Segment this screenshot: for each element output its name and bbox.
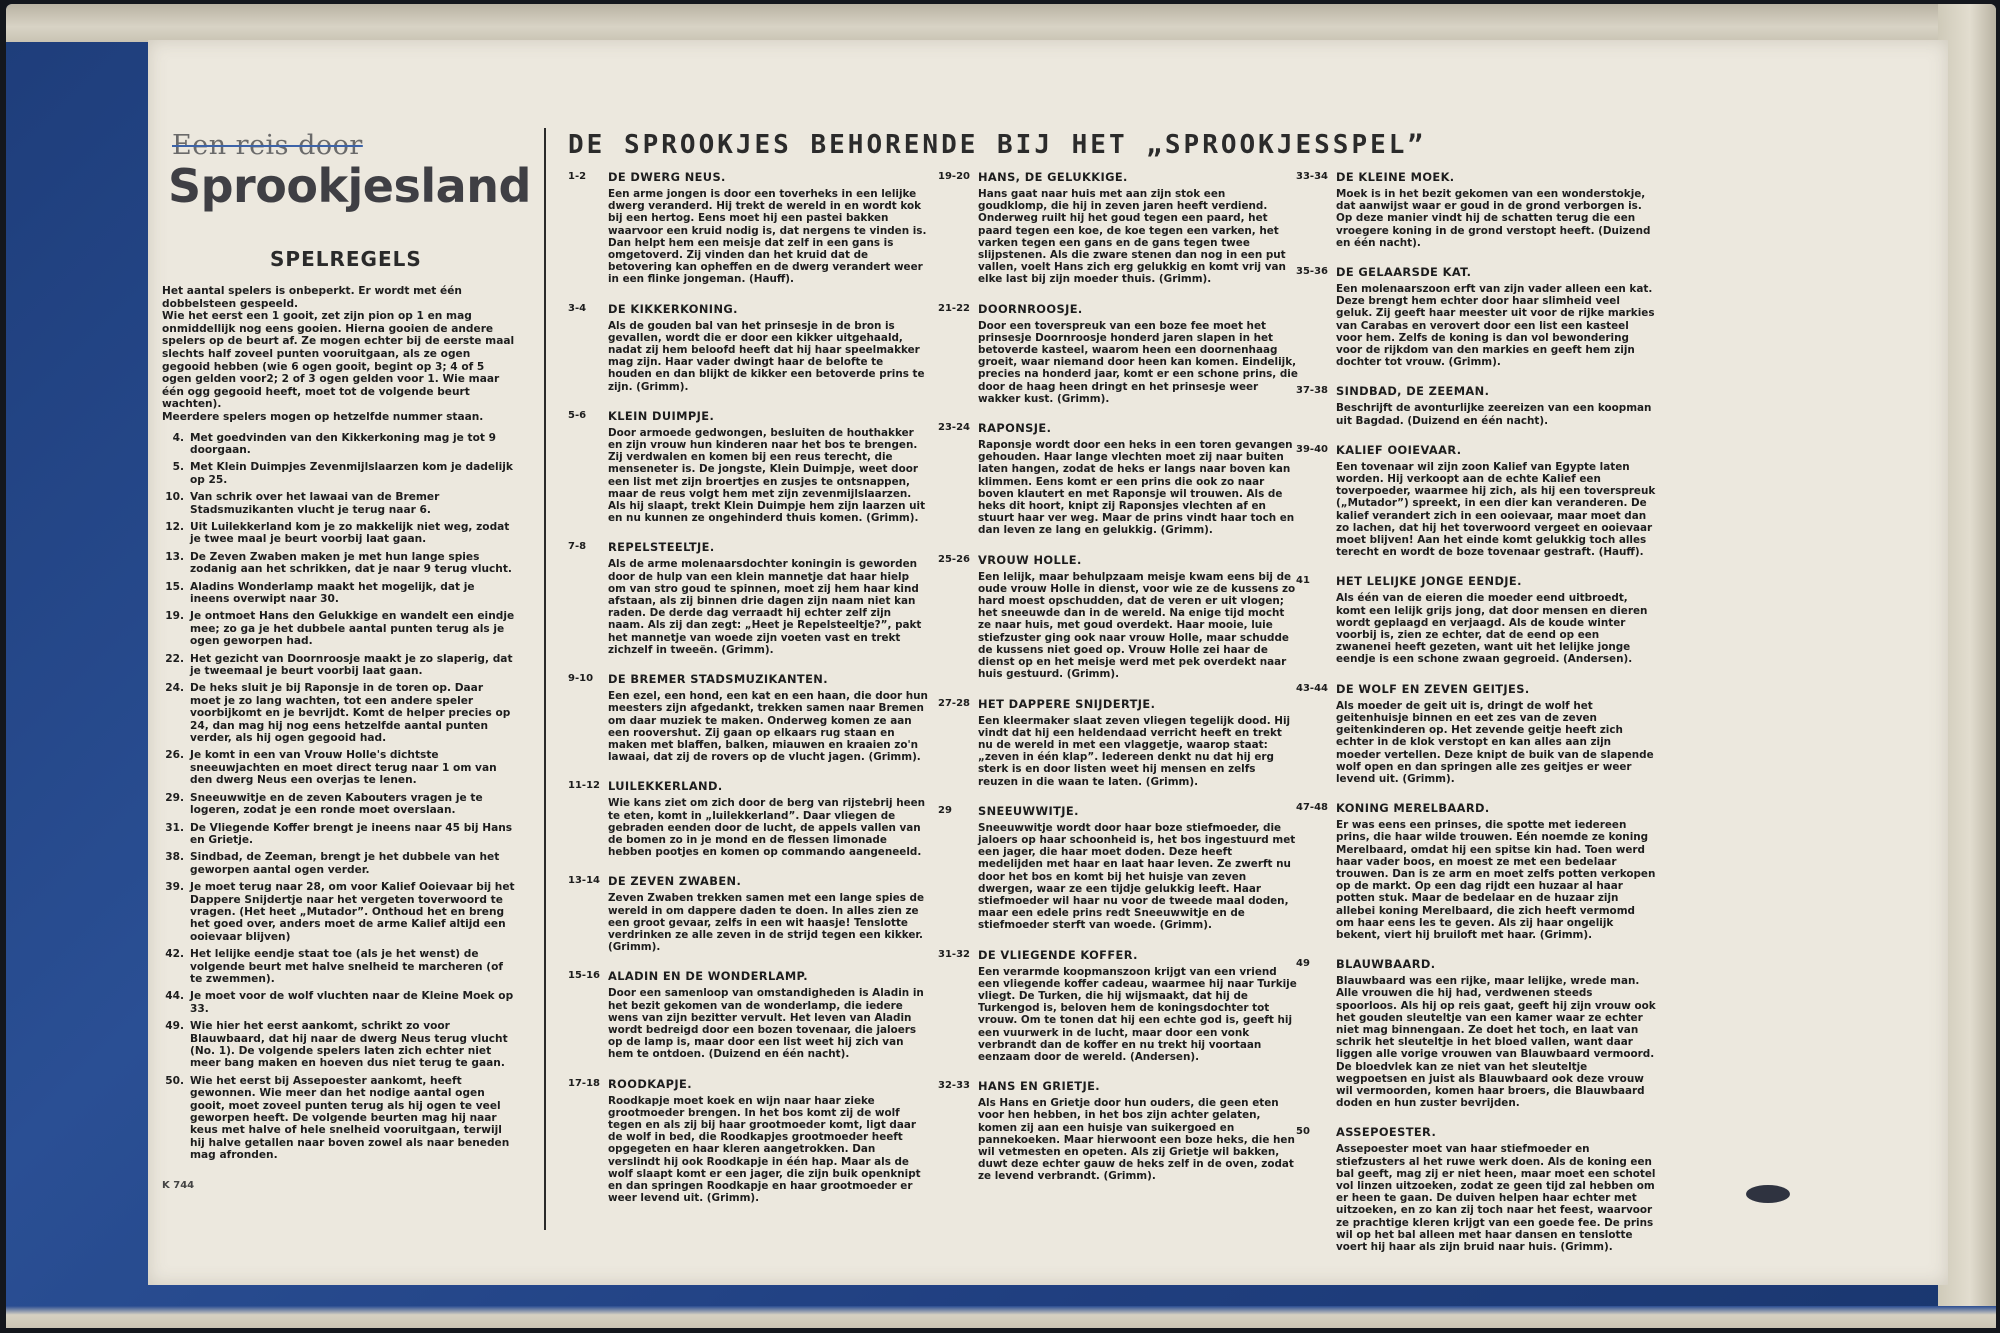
story-title: LUILEKKERLAND.: [608, 779, 723, 794]
story-text: Als moeder de geit uit is, dringt de wolf het geitenhuisje binnen en eet zes van de zeven geitenkinderen op. Het zevende geitje heeft zich echter in de klok verstopt en kan alles aan zijn moeder vertellen. Deze knipt de buik van de slapende wolf open en dan springen alle zes geitjes er weer levend uit. (Grimm).: [1336, 699, 1654, 785]
story-text: Als de arme molenaarsdochter koningin is geworden door de hulp van een klein mannetje dat haar hielp om van stro goud te spinnen, moet zij hem haar kind afstaan, als zij binnen drie dagen zijn naam niet kan raden. De derde dag verraadt hij echter zelf zijn naam. Als zij dan zegt: „Heet je Repelsteeltje?”, pakt het mannetje van woede zijn voeten vast en trekt zichzelf in tweeën. (Grimm).: [608, 558, 922, 656]
rule-text: Uit Luilekkerland kom je zo makkelijk niet weg, zodat je twee maal je beurt voorbij laat gaan.: [190, 520, 510, 546]
spelregels-heading: SPELREGELS: [270, 247, 422, 271]
story-number: 41: [1296, 575, 1310, 587]
rule-item: [162, 581, 517, 606]
story-body: [608, 1077, 928, 1205]
story-number: 49: [1296, 958, 1310, 970]
story-entry: [938, 302, 1298, 405]
story-number: 23-24: [938, 422, 970, 434]
column-divider: [544, 128, 546, 1230]
story-entry: [938, 553, 1298, 681]
story-title: DE VLIEGENDE KOFFER.: [978, 947, 1138, 962]
story-text: Door een toverspreuk van een boze fee moet het prinsesje Doornroosje honderd jaren slapen in het betoverde kasteel, waarom heen een doornenhaag groeit, waar niemand door heen kan komen. Eindelijk, precies na honderd jaar, komt er een schone prins, die door de haag heen dringt en het prinsesje weer wakker kust. (Grimm).: [978, 319, 1298, 405]
rule-item: [162, 491, 517, 516]
rule-number: 38.: [165, 851, 184, 864]
story-body: [1336, 957, 1656, 1109]
rule-text: Van schrik over het lawaai van de Bremer Stadsmuzikanten vlucht je terug naar 6.: [190, 491, 440, 516]
rule-number: 31.: [165, 821, 184, 834]
story-entry: [1296, 1125, 1656, 1253]
rule-item: [162, 749, 517, 786]
rule-number: 10.: [165, 491, 184, 504]
publisher-logo: [1746, 1185, 1790, 1203]
story-text: Een verarmde koopmanszoon krijgt van een vriend een vliegende koffer cadeau, waarmee hij naar Turkije vliegt. De Turken, die hij wijsmaakt, dat hij de Turkengod is, beloven hem de koningsdochter tot vrouw. Om te tonen dat hij een echte god is, geeft hij een vuurwerk in de lucht, maar door een vonk verbrandt dan de koffer en nu trekt hij voortaan eenzaam door de wereld. (Andersen).: [978, 965, 1297, 1063]
rule-item: [162, 521, 517, 546]
story-entry: [568, 1077, 928, 1205]
rule-text: Wie hier het eerst aankomt, schrikt zo voor Blauwbaard, dat hij naar de dwerg Neus terug vlucht (No. 1). De volgende spelers laten zich echter niet meer bang maken en hoeven dus niet terug te gaan.: [190, 1020, 508, 1070]
rule-number: 19.: [165, 610, 184, 623]
story-number: 21-22: [938, 302, 970, 314]
story-title: DE DWERG NEUS.: [608, 170, 726, 184]
rule-item: [162, 822, 517, 847]
story-title: KLEIN DUIMPJE.: [608, 408, 715, 423]
rule-number: 24.: [165, 682, 184, 695]
box-rim-top: [6, 4, 1996, 42]
story-number: 27-28: [938, 697, 970, 709]
rule-text: Sindbad, de Zeeman, brengt je het dubbele van het geworpen aantal ogen verder.: [190, 851, 500, 876]
story-text: Er was eens een prinses, die spotte met iedereen prins, die haar wilde trouwen. Eén noemde ze koning Merelbaard, omdat hij een spitse kin had. Toen werd haar vader boos, en moest ze met een bedelaar trouwen. Dan is ze arm en moet zelfs potten verkopen op de markt. Op een dag rijdt een huzaar al haar potten stuk. Maar de bedelaar en de huzaar zijn allebei koning Merelbaard, die zich heeft vermomd om haar eens les te geven. Als zij haar ongelijk bekent, viert hij bruiloft met haar. (Grimm).: [1336, 819, 1656, 941]
story-entry: [938, 170, 1298, 286]
story-entry: [568, 409, 928, 525]
story-text: Een ezel, een hond, een kat en een haan, die door hun meesters zijn afgedankt, trekken samen naar Bremen om daar muziek te maken. Onderweg komen ze aan een roovershut. Zij gaan op elkaars rug staan en maken met blaffen, balken, miauwen en kraaien zo'n lawaai, dat zij de rovers op de vlucht jagen. (Grimm).: [608, 690, 928, 764]
print-code: K 744: [162, 1180, 195, 1191]
story-number: 50: [1296, 1126, 1310, 1138]
story-text: Als één van de eieren die moeder eend uitbroedt, komt een lelijk grijs jong, dat door mensen en dieren wordt geplaagd en verjaagd. Als de koude winter voorbij is, zien ze echter, dat de eend op een zwanenei heeft gezeten, want uit het lelijke jonge eendje is een schone zwaan gegroeid. (Andersen).: [1336, 592, 1648, 666]
story-body: [1336, 1125, 1656, 1253]
intro-paragraph: Meerdere spelers mogen op hetzelfde nummer staan.: [162, 410, 484, 423]
story-number: 13-14: [568, 875, 600, 887]
story-body: [1336, 574, 1656, 665]
story-text: Roodkapje moet koek en wijn naar haar zieke grootmoeder brengen. In het bos komt zij de wolf tegen en als zij bij haar grootmoeder komt, ligt daar de wolf in bed, die Roodkapjes grootmoeder heeft opgegeten en haar kleren aangetrokken. Dan verslindt hij ook Roodkapje in één hap. Maar als de wolf slaapt komt er een jager, die zijn buik openknipt en dan springen Roodkapje en haar grootmoeder er weer levend uit. (Grimm).: [608, 1094, 921, 1205]
story-text: Een kleermaker slaat zeven vliegen tegelijk dood. Hij vindt dat hij een heldendaad verricht heeft en trekt nu de wereld in met een vlaggetje, waarop staat: „zeven in één klap”. Iedereen denkt nu dat hij erg sterk is en door listen weet hij mensen en zelfs reuzen in die waan te laten. (Grimm).: [978, 714, 1291, 788]
story-title: HANS EN GRIETJE.: [978, 1079, 1100, 1094]
story-entry: [1296, 957, 1656, 1109]
story-text: Zeven Zwaben trekken samen met een lange spies de wereld in om dappere daden te doen. In alles zien ze een groot gevaar, zelfs in een wit haasje! Tenslotte verdrinken ze alle zeven in de strijd tegen een kikker. (Grimm).: [608, 892, 925, 954]
stories-column-3: [1296, 170, 1656, 1269]
rule-item: [162, 682, 517, 744]
story-entry: [938, 421, 1298, 537]
rule-number: 13.: [165, 550, 184, 563]
story-number: 32-33: [938, 1080, 970, 1092]
rule-number: 39.: [165, 881, 184, 894]
story-body: [978, 302, 1298, 405]
intro-paragraph: Wie het eerst een 1 gooit, zet zijn pion op 1 en mag onmiddellijk nog eens gooien. Hierna gooien de andere spelers op de beurt af. Ze mogen echter bij de eerste maal slechts half zoveel punten vooruitgaan, als ze ogen gegooid hebben (wie 6 ogen gooit, begint op 3; 4 of 5 ogen gelden voor2; 2 of 3 ogen gelden voor 1. Wie maar één ogg gegooid heeft, moet tot de volgende beurt wachten).: [162, 310, 515, 411]
story-body: [978, 948, 1298, 1064]
story-body: [608, 409, 928, 525]
story-entry: [568, 874, 928, 953]
rule-number: 49.: [165, 1020, 184, 1033]
stories-column-2: [938, 170, 1298, 1199]
story-title: HANS, DE GELUKKIGE.: [978, 170, 1128, 184]
rules-sheet: [148, 40, 1948, 1285]
story-title: DE KLEINE MOEK.: [1336, 170, 1455, 184]
story-entry: [568, 170, 928, 286]
story-text: Wie kans ziet om zich door de berg van rijstebrij heen te eten, komt in „luilekkerland”. Daar vliegen de gebraden eenden door de lucht, de appels vallen van de bomen zo in je mond en de flessen limonade hebben pootjes en komen op commando aangeneeld.: [608, 797, 926, 859]
story-entry: [568, 540, 928, 656]
story-body: [978, 553, 1298, 681]
story-body: [608, 672, 928, 763]
rule-item: [162, 1075, 517, 1162]
story-number: 15-16: [568, 970, 600, 982]
story-number: 9-10: [568, 673, 594, 685]
story-number: 11-12: [568, 780, 600, 792]
rule-number: 4.: [172, 431, 184, 444]
rule-item: [162, 610, 517, 647]
spelregels-intro: [162, 285, 517, 424]
story-title: KALIEF OOIEVAAR.: [1336, 442, 1462, 457]
story-title: DE ZEVEN ZWABEN.: [608, 874, 742, 889]
story-entry: [938, 804, 1298, 932]
story-body: [608, 969, 928, 1060]
story-text: Blauwbaard was een rijke, maar lelijke, wrede man. Alle vrouwen die hij had, verdwenen steeds spoorloos. Als hij op reis gaat, geeft hij zijn vrouw ook het gouden sleuteltje van een kamer waar ze echter niet mag binnengaan. Ze doet het toch, en laat van schrik het sleuteltje in het bloed vallen, want daar liggen alle vorige vrouwen van Blauwbaard vermoord. De bloedvlek kan ze niet van het sleuteltje wegpoetsen en juist als Blauwbaard ook deze vrouw wil vermoorden, komen haar broers, die Blauwbaard doden en hun zuster bevrijden.: [1336, 975, 1656, 1110]
story-entry: [1296, 265, 1656, 368]
story-title: DE BREMER STADSMUZIKANTEN.: [608, 672, 828, 687]
rule-number: 22.: [165, 652, 184, 665]
story-title: DOORNROOSJE.: [978, 301, 1083, 316]
rule-item: [162, 881, 517, 943]
rule-item: [162, 1020, 517, 1070]
story-entry: [938, 948, 1298, 1064]
story-text: Als Hans en Grietje door hun ouders, die geen eten voor hen hebben, in het bos zijn achter gelaten, komen zij aan een huisje van suikergoed en pannekoeken. Maar hierwoont een boze heks, die hen wil vetmesten en opeten. Als zij Grietje wil bakken, duwt deze echter gauw de heks zelf in de oven, zodat ze levend verbrandt. (Grimm).: [978, 1097, 1295, 1183]
story-entry: [1296, 682, 1656, 785]
story-body: [1336, 443, 1656, 559]
rule-text: Je komt in een van Vrouw Holle's dichtste sneeuwjachten en moet direct terug naar 1 om van den dwerg Neus een overjas te lenen.: [190, 749, 497, 787]
story-title: DE GELAARSDE KAT.: [1336, 265, 1472, 280]
rule-text: Met goedvinden van den Kikkerkoning mag je tot 9 doorgaan.: [190, 431, 496, 456]
story-entry: [938, 1079, 1298, 1182]
rule-number: 44.: [165, 990, 184, 1003]
story-title: BLAUWBAARD.: [1336, 957, 1436, 972]
rule-item: [162, 990, 517, 1015]
story-title: RAPONSJE.: [978, 421, 1052, 436]
rule-text: Je moet terug naar 28, om voor Kalief Ooievaar bij het Dappere Snijdertje naar het vergeten toverwoord te vragen. (Het heet „Mutador”. Onthoud het en breng het goed over, anders moet de arme Kalief altijd een ooievaar blijven): [190, 881, 515, 943]
story-body: [608, 540, 928, 656]
rule-text: De Zeven Zwaben maken je met hun lange spies zodanig aan het schrikken, dat je naar 9 terug vlucht.: [190, 550, 512, 576]
story-entry: [938, 697, 1298, 788]
story-entry: [1296, 443, 1656, 559]
story-text: Een molenaarszoon erft van zijn vader alleen een kat. Deze brengt hem echter door haar slimheid veel geluk. Zij geeft haar meester uit voor de rijke markies van Carabas en verovert door een list een kasteel voor hem. Zelfs de koning is dan vol bewondering voor de rijkdom van den markies en geeft hem zijn dochter tot vrouw. (Grimm).: [1336, 283, 1655, 369]
story-title: ASSEPOESTER.: [1336, 1125, 1437, 1140]
story-body: [1336, 801, 1656, 941]
story-title: REPELSTEELTJE.: [608, 540, 715, 555]
story-text: Als de gouden bal van het prinsesje in de bron is gevallen, wordt die er door een kikker uitgehaald, nadat zij hem beloofd heeft dat hij haar speelmakker mag zijn. Haar vader dwingt haar de belofte te houden en dan blijkt de kikker een betoverde prins te zijn. (Grimm).: [608, 319, 925, 393]
story-title: ALADIN EN DE WONDERLAMP.: [608, 969, 808, 984]
subtitle: Een reis door: [172, 130, 363, 161]
rule-text: Het lelijke eendje staat toe (als je het wenst) de volgende beurt met halve snelheid te marcheren (of te zwemmen).: [190, 948, 503, 985]
rule-text: Sneeuwwitje en de zeven Kabouters vragen je te logeren, zodat je een ronde moet overslaan.: [190, 791, 483, 817]
story-number: 29: [938, 804, 952, 816]
story-title: HET LELIJKE JONGE EENDJE.: [1336, 574, 1522, 589]
story-number: 37-38: [1296, 385, 1328, 397]
story-body: [978, 421, 1298, 537]
stories-column-1: [568, 170, 928, 1220]
rule-number: 26.: [165, 749, 184, 762]
story-entry: [1296, 801, 1656, 941]
rule-number: 42.: [165, 948, 184, 961]
rules-list: [162, 432, 517, 1162]
rule-number: 12.: [165, 520, 184, 533]
story-text: Een lelijk, maar behulpzaam meisje kwam eens bij de oude vrouw Holle in dienst, voor wie ze de kussens zo hard moest opschudden, dat de veren er uit vlogen; het sneeuwde dan in de wereld. Na enige tijd mocht ze naar huis, met goud overdekt. Haar mooie, luie stiefzuster ging ook naar vrouw Holle, maar schudde de kussens niet goed op. Vrouw Holle zei haar de dienst op en het meisje werd met pek overdekt naar huis gestuurd. (Grimm).: [978, 570, 1296, 681]
rule-text: Je ontmoet Hans den Gelukkige en wandelt een eindje mee; zo ga je het dubbele aantal punten terug als je ogen geworpen had.: [190, 610, 515, 648]
rule-item: [162, 432, 517, 457]
story-body: [1336, 170, 1656, 249]
story-body: [1336, 265, 1656, 368]
rule-item: [162, 851, 517, 876]
story-body: [978, 697, 1298, 788]
stories-heading: DE SPROOKJES BEHORENDE BIJ HET „SPROOKJESSPEL”: [568, 130, 1427, 160]
story-entry: [1296, 384, 1656, 426]
story-text: Raponsje wordt door een heks in een toren gevangen gehouden. Haar lange vlechten moet zij naar buiten laten hangen, zodat de heks er langs naar boven kan klimmen. Eens komt er een prins die ook zo naar boven klautert en met Raponsje wil trouwen. Als de heks dit hoort, knipt zij Raponsjes vlechten af en stuurt haar ver weg. Maar de prins vindt haar toch en dan leven ze lang en gelukkig. (Grimm).: [978, 439, 1295, 537]
rule-text: Aladins Wonderlamp maakt het mogelijk, dat je ineens overwipt naar 30.: [190, 580, 475, 605]
story-number: 31-32: [938, 948, 970, 960]
spelregels-column: [162, 130, 531, 1167]
rule-number: 5.: [172, 461, 184, 474]
story-text: Door een samenloop van omstandigheden is Aladin in het bezit gekomen van de wonderlamp, die iedere wens van zijn bezitter vervult. Het leven van Aladin wordt bedreigd door een bozen tovenaar, die jaloers op de lamp is, maar door een list weet hij zich van hem te ontdoen. (Duizend en één nacht).: [608, 987, 924, 1061]
story-body: [608, 170, 928, 286]
story-title: HET DAPPERE SNIJDERTJE.: [978, 696, 1156, 711]
story-number: 43-44: [1296, 682, 1328, 694]
story-text: Een tovenaar wil zijn zoon Kalief van Egypte laten worden. Hij verkoopt aan de echte Kalief een toverpoeder, waarmee hij zich, als hij een toverspreuk („Mutador”) spreekt, in een dier kan veranderen. De kalief verandert zich in een ooievaar, maar moet dan zo lachen, dat hij het toverwoord vergeet en ooievaar moet blijven! Aan het einde komt gelukkig toch alles terecht en wordt de boze tovenaar gestraft. (Hauff).: [1336, 460, 1656, 559]
story-body: [608, 779, 928, 858]
page-title: Sprookjesland: [168, 159, 531, 213]
rule-text: Wie het eerst bij Assepoester aankomt, heeft gewonnen. Wie meer dan het nodige aantal ogen gooit, moet zoveel punten terug als hij ogen te veel geworpen heeft. De volgende beurten mag hij naar keus met halve of hele snelheid vooruitgaan, terwijl hij halve getallen naar boven zowel als naar beneden mag afronden.: [190, 1074, 510, 1162]
rule-item: [162, 653, 517, 678]
story-body: [1336, 682, 1656, 785]
story-text: Sneeuwwitje wordt door haar boze stiefmoeder, die jaloers op haar schoonheid is, het bos ingestuurd met een jager, die haar moet doden. Deze heeft medelijden met haar en laat haar leven. Ze zwerft nu door het bos en komt bij het huisje van zeven dwergen, waar ze een tijdje gelukkig leeft. Haar stiefmoeder wil haar nu voor de tweede maal doden, maar een edele prins redt Sneeuwwitje en de stiefmoeder sterft van woede. (Grimm).: [978, 821, 1296, 932]
story-text: Hans gaat naar huis met aan zijn stok een goudklomp, die hij in zeven jaren heeft verdiend. Onderweg ruilt hij het goud tegen een paard, het paard tegen een koe, de koe tegen een varken, het varken tegen een gans en de gans tegen twee slijpstenen. Als die zware stenen dan nog in een put vallen, voelt Hans zich erg gelukkig en komt vrij van elke last bij zijn moeder thuis. (Grimm).: [978, 188, 1286, 286]
story-entry: [1296, 574, 1656, 665]
story-body: [978, 804, 1298, 932]
story-body: [608, 302, 928, 393]
story-number: 35-36: [1296, 266, 1328, 278]
story-title: SINDBAD, DE ZEEMAN.: [1336, 384, 1490, 399]
story-number: 39-40: [1296, 443, 1328, 455]
rule-text: Met Klein Duimpjes Zevenmijlslaarzen kom je dadelijk op 25.: [190, 461, 513, 486]
story-number: 47-48: [1296, 802, 1328, 814]
story-text: Een arme jongen is door een toverheks in een lelijke dwerg veranderd. Hij trekt de wereld in en wordt kok bij een hertog. Eens moet hij een pastei bakken waarvoor een kruid nodig is, dat nergens te vinden is. Dan helpt hem een meisje dat zelf in een gans is omgetoverd. Zij vinden dan het kruid dat de betovering kan opheffen en de dwerg verandert weer in een flinke jongeman. (Hauff).: [608, 188, 927, 286]
rule-number: 50.: [165, 1074, 184, 1087]
story-body: [978, 1079, 1298, 1182]
story-text: Moek is in het bezit gekomen van een wonderstokje, dat aanwijst waar er goud in de grond verborgen is. Op deze manier vindt hij de schatten terug die een vroegere koning in de grond verstopt heeft. (Duizend en één nacht).: [1336, 188, 1651, 249]
story-number: 5-6: [568, 409, 587, 421]
rule-text: Het gezicht van Doornroosje maakt je zo slaperig, dat je tweemaal je beurt voorbij laat gaan.: [190, 652, 513, 678]
story-title: DE KIKKERKONING.: [608, 301, 738, 316]
rule-number: 15.: [165, 580, 184, 593]
story-text: Door armoede gedwongen, besluiten de houthakker en zijn vrouw hun kinderen naar het bos te brengen. Zij verdwalen en komen bij een reus terecht, die menseneter is. De jongste, Klein Duimpje, weet door een list met zijn broertjes en zusjes te ontsnappen, maar de reus volgt hem met zijn zevenmijlslaarzen. Als hij slaapt, trekt Klein Duimpje hem zijn laarzen uit en nu kunnen ze ongehinderd thuis komen. (Grimm).: [608, 426, 926, 525]
rule-text: Je moet voor de wolf vluchten naar de Kleine Moek op 33.: [190, 990, 514, 1015]
story-number: 17-18: [568, 1077, 600, 1089]
rule-item: [162, 792, 517, 817]
story-number: 1-2: [568, 171, 587, 182]
story-title: DE WOLF EN ZEVEN GEITJES.: [1336, 681, 1530, 696]
story-title: VROUW HOLLE.: [978, 552, 1082, 567]
rule-number: 29.: [165, 791, 184, 804]
rule-item: [162, 948, 517, 985]
story-entry: [568, 302, 928, 393]
story-title: KONING MERELBAARD.: [1336, 801, 1490, 816]
rule-item: [162, 461, 517, 486]
story-number: 33-34: [1296, 171, 1328, 182]
story-entry: [568, 779, 928, 858]
story-number: 3-4: [568, 302, 587, 314]
story-entry: [1296, 170, 1656, 249]
story-entry: [568, 969, 928, 1060]
rule-item: [162, 551, 517, 576]
story-number: 7-8: [568, 541, 587, 553]
story-body: [608, 874, 928, 953]
story-title: SNEEUWWITJE.: [978, 803, 1079, 818]
story-number: 19-20: [938, 171, 970, 182]
story-text: Beschrijft de avonturlijke zeereizen van een koopman uit Bagdad. (Duizend en één nacht).: [1336, 402, 1652, 427]
story-body: [978, 170, 1298, 286]
story-entry: [568, 672, 928, 763]
rule-text: De heks sluit je bij Raponsje in de toren op. Daar moet je zo lang wachten, tot een andere speler voorbijkomt en je bevrijdt. Komt de helper precies op 24, dan mag hij nog eens hetzelfde aantal punten verder, als hij ogen gegooid had.: [190, 682, 511, 745]
story-number: 25-26: [938, 553, 970, 565]
intro-paragraph: Het aantal spelers is onbeperkt. Er wordt met één dobbelsteen gespeeld.: [162, 285, 462, 310]
story-text: Assepoester moet van haar stiefmoeder en stiefzusters al het ruwe werk doen. Als de koning een bal geeft, mag zij er niet heen, maar moet een schotel vol linzen uitzoeken, zodat ze geen tijd zal hebben om er heen te gaan. De duiven helpen haar echter met uitzoeken, en zo kan zij toch naar het feest, waarvoor ze prachtige kleren krijgt van een goede fee. De prins wil op het bal alleen met haar dansen en tenslotte voert hij haar als zijn bruid naar huis. (Grimm).: [1336, 1143, 1656, 1253]
story-title: ROODKAPJE.: [608, 1076, 692, 1091]
rule-text: De Vliegende Koffer brengt je ineens naar 45 bij Hans en Grietje.: [190, 821, 513, 846]
story-body: [1336, 384, 1656, 426]
box-rim-bottom: [6, 1306, 1996, 1328]
